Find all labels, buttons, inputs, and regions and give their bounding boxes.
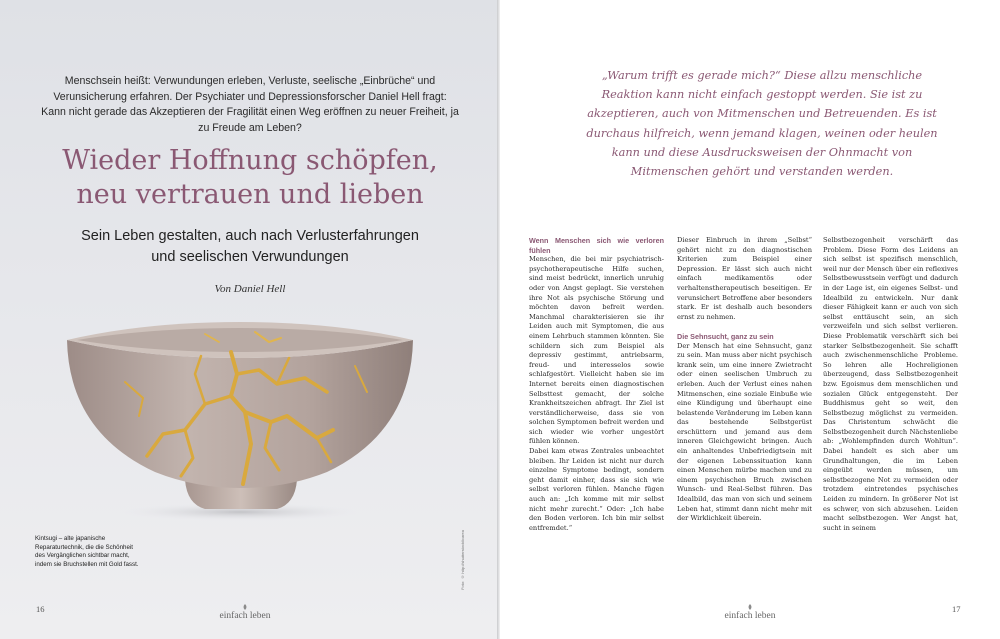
page-number-left: 16: [36, 604, 45, 614]
headline-line-2: neu vertrauen und lieben: [76, 179, 424, 210]
article-subheadline: [30, 226, 470, 268]
right-page: [500, 0, 1000, 639]
kintsugi-bowl-image: [55, 312, 425, 522]
brand-name-right: einfach leben: [724, 611, 776, 621]
article-headline: [20, 144, 480, 212]
intro-text: Menschsein heißt: Verwundungen erleben, Verluste, seelische „Einbrüche“ und Verunsicherung erfahren. Der Psychiater und Depressionsforscher Daniel Hell fragt: Kann nicht gerade das Akzeptieren der Fragilität einen Weg eröffnen zu neuer Freiheit, ja zu Freude am Leben?: [41, 75, 459, 134]
paragraph: Menschen, die bei mir psychiatrisch-psychotherapeutische Hilfe suchen, sind meist bedrückt, innerlich unruhig oder von Angst geplagt. Sie verstehen ihre Not als psychische Störung und möchten davon befreit werden. Manchmal charakterisieren sie ihr Leiden auch mit Symptomen, die aus einem Lehrbuch stammen könnten. Sie schildern sich zum Beispiel als depressiv gestimmt, antriebsarm, freud- und interesselos sowie schlafgestört. Vielleicht haben sie im Internet bereits einen diagnostischen Selbsttest gemacht, der solche Krankheitszeichen abfragt. Ihr Ziel ist verständlicherweise, dass sie von solchen Symptomen befreit werden und sich wieder wie vorher ungestört fühlen können.: [529, 255, 664, 446]
section-heading-lost: Wenn Menschen sich wie verloren fühlen: [529, 236, 664, 255]
paragraph: Selbstbezogenheit verschärft das Problem. Diese Form des Leidens an sich selbst ist spezifisch menschlich, weil nur der Mensch über ein reflexives Selbstbewusstsein verfügt und dadurch in der Lage ist, ein eigenes Selbst- und Idealbild zu entwickeln. Nur dank dieser Fähigkeit kann er auch von sich selbst enttäuscht sein, an sich verzweifeln und sich selbst verlieren. Diese Problematik verschärft sich bei starker Selbstbezogenheit. Sie schafft auch zwischenmenschliche Probleme. So lehren alle Hochreligionen überzeugend, dass Selbstbezogenheit bzw. Egoismus dem menschlichen und sozialen Glück entgegensteht. Der Buddhismus geht so weit, den Selbstbezug möglichst zu vermeiden. Das Christentum schwächt die Selbstbezogenheit durch Nächstenliebe ab: „Wohlempfinden durch Wohltun“. Dabei handelt es sich aber um Grundhaltungen, die im Leben eingeübt werden müssen, um selbstbezogene Not zu vermeiden oder trotzdem eintretendes psychisches Leiden zu mindern. In größerer Not ist es schwer, von sich abzusehen. Leiden macht selbstbezogen. Wer Angst hat, sucht in seinem: [823, 236, 958, 532]
photo-credit: Foto: © http://shutterstock/icarea: [460, 530, 465, 590]
subheadline-line-1: Sein Leben gestalten, auch nach Verlusterfahrungen: [81, 228, 419, 244]
text-column-3: [823, 236, 958, 591]
footer-brand-right: [710, 604, 790, 621]
brand-name-left: einfach leben: [219, 611, 271, 621]
subheadline-line-2: und seelischen Verwundungen: [151, 249, 349, 265]
leaf-icon: [747, 604, 753, 610]
pull-quote: „Warum trifft es gerade mich?“ Diese allzu menschliche Reaktion kann nicht einfach gestoppt werden. Sie ist zu akzeptieren, auch von Mitmenschen und Betreuenden. Es ist durchaus hilfreich, wenn jemand klagen, weinen oder heulen kann und diese Ausdrucksweisen der Ohnmacht von Mitmenschen gehört und verstanden werden.: [586, 69, 938, 179]
headline-line-1: Wieder Hoffnung schöpfen,: [62, 145, 438, 176]
text-column-1: [529, 236, 664, 591]
footer-brand-left: [205, 604, 285, 621]
bowl-body: [67, 340, 413, 488]
paragraph: Dieser Einbruch in ihrem „Selbst“ gehört nicht zu den diagnostischen Kriterien zum Beispiel einer Depression. Er lässt sich auch nicht einfach medikamentös oder verhaltenstherapeutisch beseitigen. Er verunsichert Betroffene aber besonders stark. Er ist deshalb auch besonders ernst zu nehmen.: [677, 236, 812, 321]
text-column-2: [677, 236, 812, 591]
image-caption: Kintsugi – alte japanische Reparaturtechnik, die die Schönheit des Vergänglichen sichtbar macht, indem sie Bruchstellen mit Gold fasst.: [35, 535, 139, 568]
leaf-icon: [242, 604, 248, 610]
paragraph: Dabei kam etwas Zentrales unbeachtet bleiben. Ihr Leiden ist nicht nur durch einzelne Symptome bedingt, sondern geht damit einher, dass sie sich wie selbst verloren fühlen. Manche fügen auch an: „Ich komme mit mir selbst nicht mehr zurecht.“ Oder: „Ich habe den Boden verloren. Ich bin mir selbst entfremdet.“: [529, 447, 664, 532]
byline: Von Daniel Hell: [214, 283, 286, 295]
paragraph: Der Mensch hat eine Sehnsucht, ganz zu sein. Man muss aber nicht psychisch krank sein, um eine innere Zwietracht oder einen seelischen Umbruch zu erleben. Auch der Verlust eines nahen Mitmenschen, eine soziale Einbuße wie eine Kündigung und überhaupt eine belastende Veränderung im Leben kann das bestehende Selbstgerüst erschüttern und jemand aus dem inneren Gleichgewicht bringen. Auch ein anhaltendes Unbefriedigtsein mit der eigenen Lebenssituation kann einen Menschen mürbe machen und zu einem psychischen Bruch zwischen Wunsch- und Real-Selbst führen. Das Idealbild, das man von sich und seinem Leben hat, stimmt dann nicht mehr mit der Wirklichkeit überein.: [677, 341, 812, 523]
spacer: [677, 322, 812, 332]
section-heading-longing: Die Sehnsucht, ganz zu sein: [677, 331, 774, 341]
left-page: [0, 0, 497, 639]
page-number-right: 17: [952, 604, 961, 614]
